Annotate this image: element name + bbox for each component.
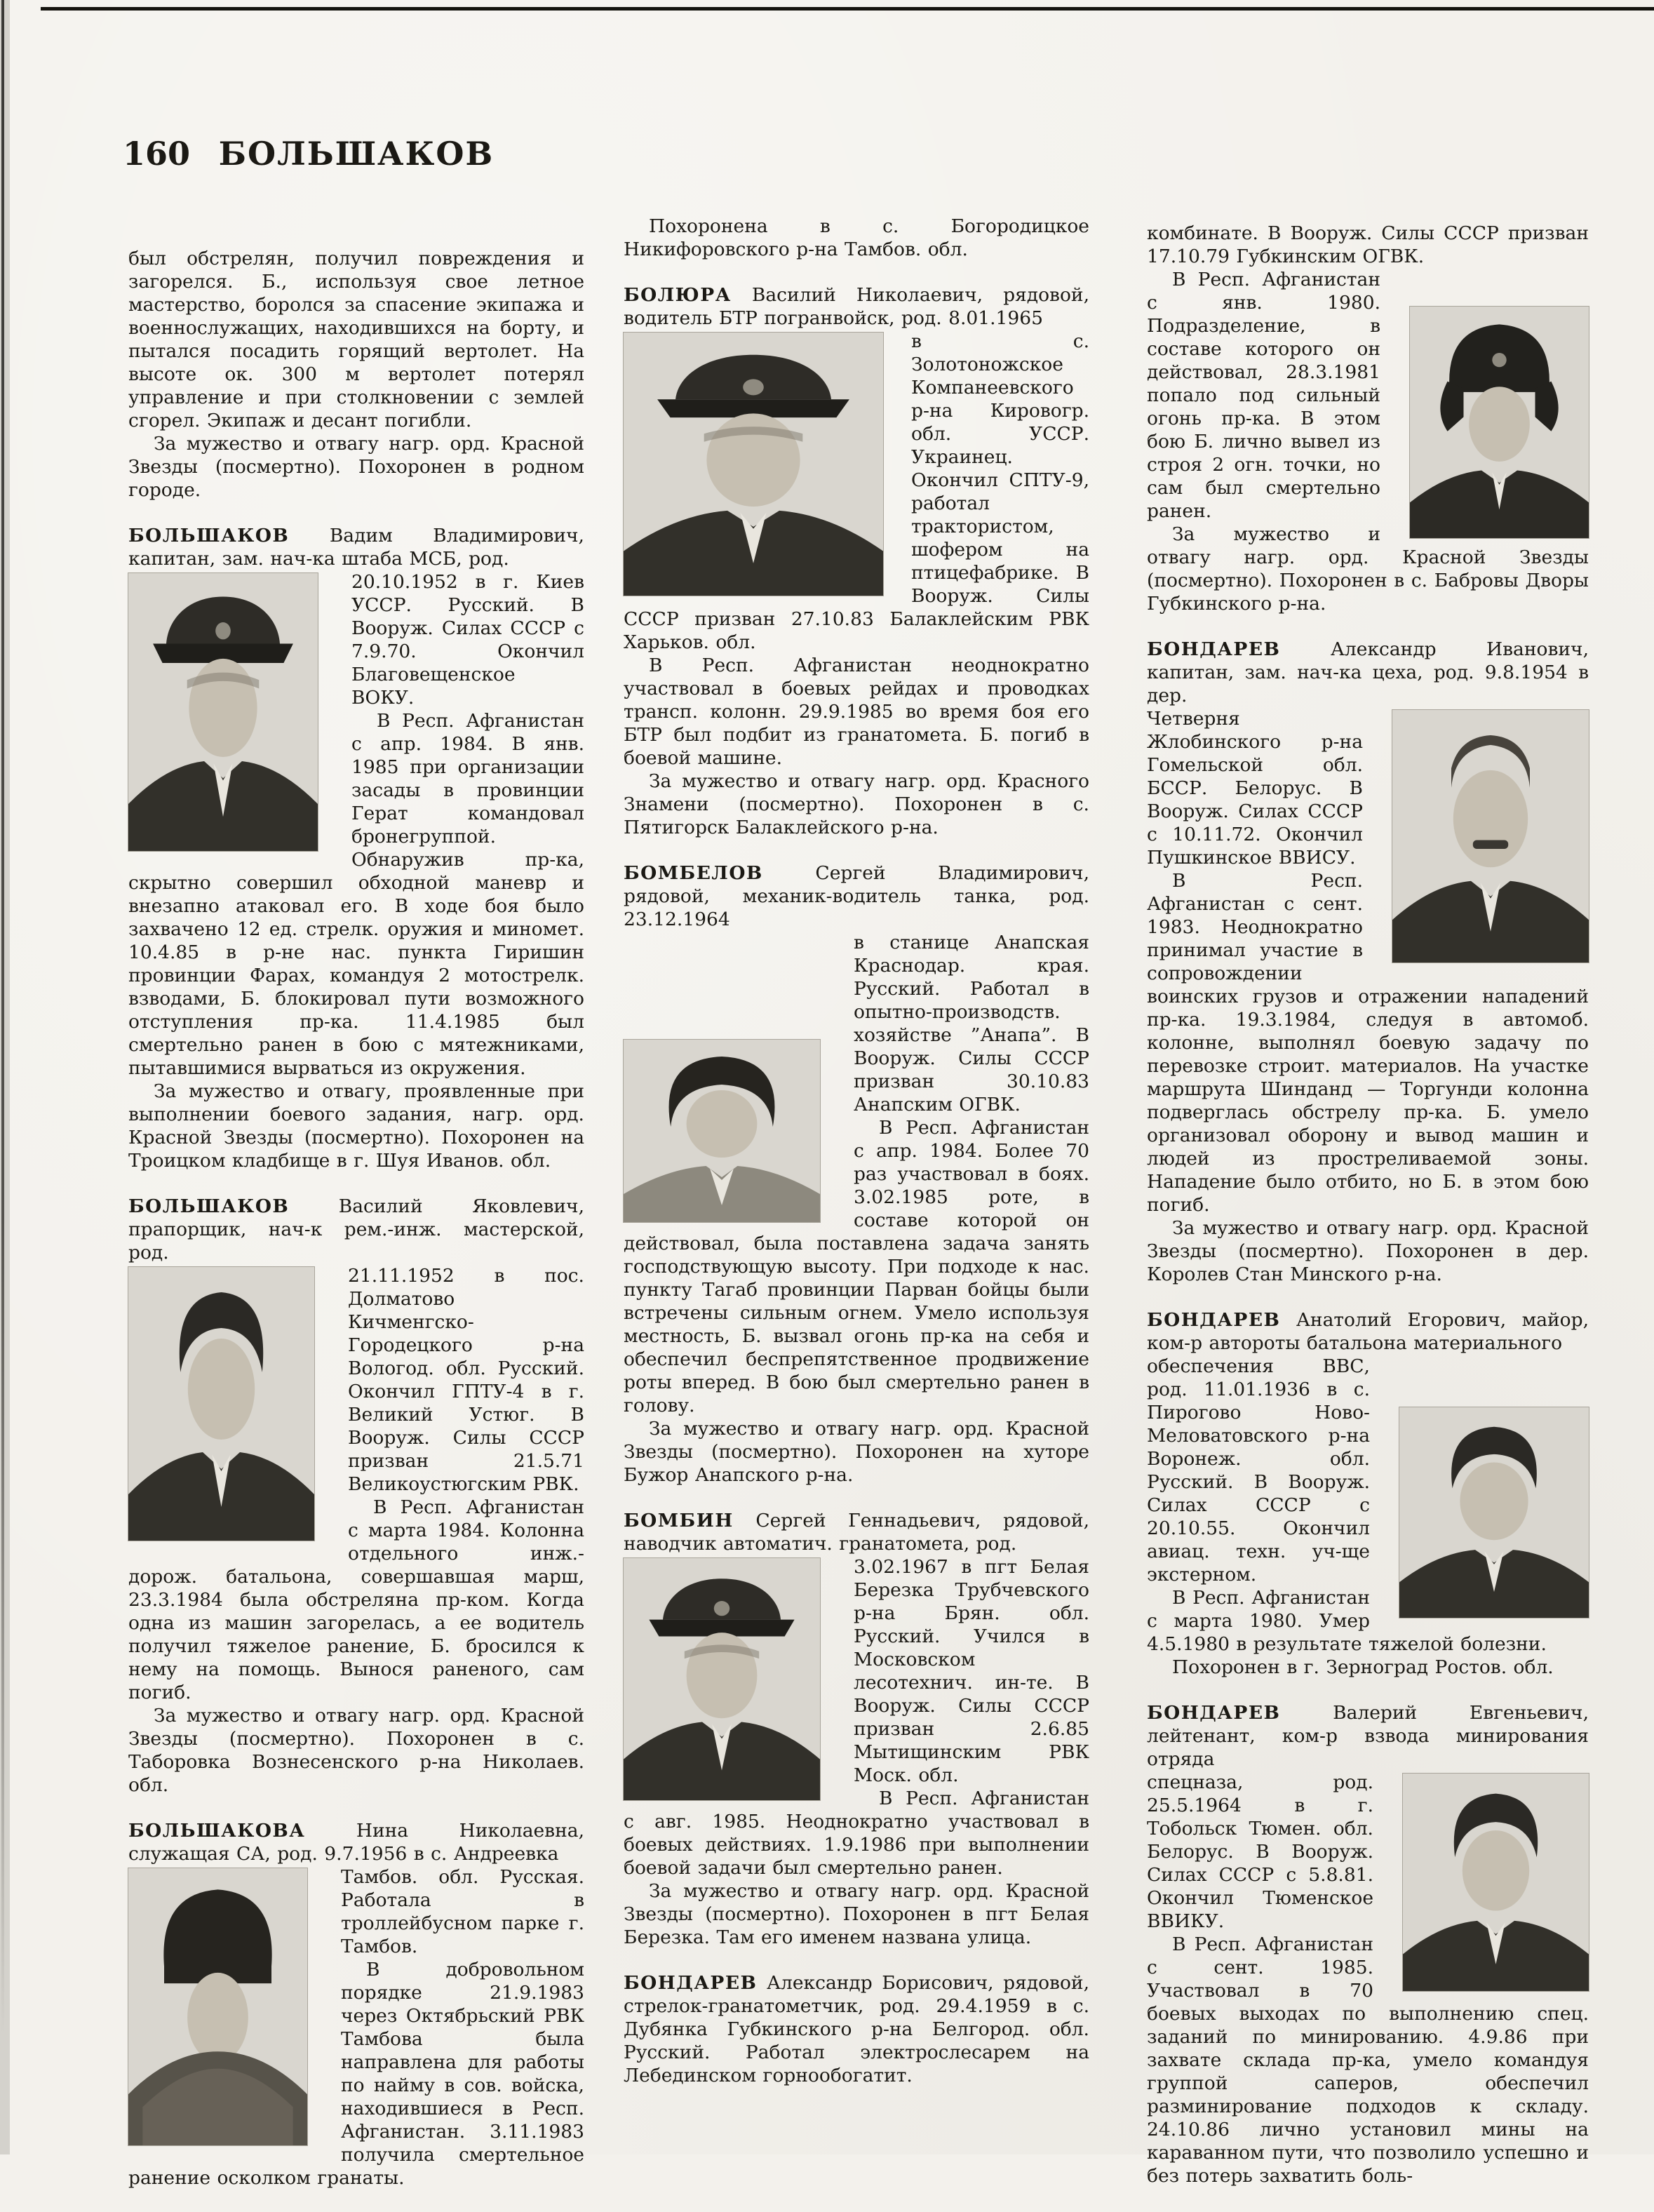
entry-paragraph: В Респ. Афганистан с марта 1980. Умер 4.5.1980 в результате тяжелой болезни. bbox=[1147, 1587, 1547, 1655]
portrait-photo-bolshakova-nina bbox=[128, 1868, 307, 2145]
entry-bondarev-aleksandr-borisovich bbox=[624, 1971, 1089, 2087]
entry-paragraph: Четверня Жлобинского р-на Гомельской обл. БССР. Белорус. В Вооруж. Силах СССР с 10.11.72. Окончил Пушкинское ВВИСУ. bbox=[1147, 708, 1363, 869]
column-2 bbox=[624, 215, 1089, 2110]
surname: БОЛЬШАКОВ bbox=[128, 525, 290, 547]
entry-headline bbox=[1147, 1701, 1589, 1771]
portrait-photo-bombin-sergey bbox=[624, 1558, 820, 1800]
portrait-photo-bondarev-anatoliy bbox=[1399, 1407, 1589, 1618]
portrait-photo-bondarev-valeriy bbox=[1403, 1774, 1589, 1991]
entry-headline-rest: Василий Яковлевич, прапорщик, нач-к рем.-инж. мастерской, род. bbox=[128, 1195, 584, 1263]
entry-paragraph: В добровольном порядке 21.9.1983 через Октябрьский РВК Тамбова была направлена для работы по найму в сов. войска, находившиеся в Респ. Афганистан. 3.11.1983 получила смертельное ранение осколком гранаты. bbox=[128, 1959, 584, 2189]
portrait-photo-bombelov-sergey bbox=[624, 1040, 820, 1222]
surname: БОНДАРЕВ bbox=[624, 1972, 758, 1994]
entry-paragraph: был обстрелян, получил повреждения и загорелся. Б., используя свое летное мастерство, боролся за спасение экипажа и военнослужащих, находившихся на борту, и пытался посадить горящий вертолет. На высоте ок. 300 м вертолет потерял управление и при столкновении с землей сгорел. Экипаж и десант погибли. bbox=[128, 248, 584, 431]
entry-paragraph: В Респ. Афганистан с апр. 1984. В янв. 1985 при организации засады в провинции Герат командовал бронегруппой. Обнаружив пр-ка, скрытно совершил обходной маневр и внезапно атаковал его. В ходе боя было захвачено 12 ед. стрелк. оружия и миномет. 10.4.85 в р-не нас. пункта Гиришин провинции Фарах, командуя 2 мотострелк. взводами, Б. блокировал пути возможного отступления пр-ка. 11.4.1985 был смертельно ранен в бою с мятежниками, пытавшимися вырваться из окружения. bbox=[128, 710, 584, 1079]
column-3 bbox=[1147, 222, 1589, 2210]
scan-top-line bbox=[41, 7, 1654, 11]
entry-headline bbox=[1147, 638, 1589, 707]
entry-bondarev-valeriy bbox=[1147, 1701, 1589, 2187]
entry-headline-rest: Василий Николаевич, рядовой, водитель БТР погранвойск, род. 8.01.1965 bbox=[624, 284, 1089, 329]
entry-headline-rest: Сергей Геннадьевич, рядовой, наводчик автоматич. гранатомета, род. bbox=[624, 1510, 1089, 1555]
portrait-photo-bolyura-vasiliy bbox=[624, 333, 883, 596]
entry-headline-rest: Александр Иванович, капитан, зам. нач-ка цеха, род. 9.8.1954 в дер. bbox=[1147, 638, 1589, 706]
entry-paragraph: обеспечения ВВС, род. 11.01.1936 в с. Пирогово Ново-Меловатовского р-на Воронеж. обл. Русский. В Вооруж. Силах СССР с 20.10.55. Окончил авиац. техн. уч-ще экстерном. bbox=[1147, 1355, 1370, 1586]
entry-headline bbox=[624, 862, 1089, 931]
entry-paragraph: в с. Золотоножское Компанеевского р-на Кировогр. обл. УССР. Украинец. Окончил СПТУ-9, работал трактористом, шофером на птицефабрике. В Вооруж. Силы СССР призван 27.10.83 Балаклейским РВК Харьков. обл. bbox=[624, 330, 1089, 653]
entry-headline bbox=[624, 283, 1089, 330]
entry-headline bbox=[1147, 1308, 1589, 1355]
running-header bbox=[123, 135, 584, 173]
entry-paragraph: В Респ. Афганистан неоднократно участвовал в боевых рейдах и проводках трансп. колонн. 29.9.1985 во время боя его БТР был подбит из гранатомета. Б. погиб в боевой машине. bbox=[624, 655, 1089, 769]
entry-headline bbox=[624, 1971, 1089, 2087]
entry-headline-rest: Александр Борисович, рядовой, стрелок-гранатометчик, род. 29.4.1959 в с. Дубянка Губкинского р-на Белгород. обл. Русский. Работал электрослесарем на Лебединском горнообогатит. bbox=[624, 1972, 1089, 2086]
surname: БОЛЮРА bbox=[624, 284, 732, 306]
surname: БОНДАРЕВ bbox=[1147, 1702, 1281, 1724]
entry-continuation-bolshakov-boris bbox=[128, 247, 584, 502]
entry-paragraph: За мужество и отвагу нагр. орд. Красной Звезды (посмертно). Похоронен в с. Бабровы Дворы Губкинского р-на. bbox=[1147, 523, 1589, 615]
scan-edge-line bbox=[1, 0, 4, 2035]
entry-paragraph: За мужество и отвагу нагр. орд. Красного Знамени (посмертно). Похоронен в с. Пятигорск Балаклейского р-на. bbox=[624, 770, 1089, 838]
surname: БОМБИН bbox=[624, 1510, 734, 1531]
entry-paragraph: За мужество и отвагу, проявленные при выполнении боевого задания, нагр. орд. Красной Звезды (посмертно). Похоронен на Троицком кладбище в г. Шуя Иванов. обл. bbox=[128, 1080, 584, 1172]
entry-paragraph: За мужество и отвагу нагр. орд. Красной Звезды (посмертно). Похоронен в с. Таборовка Вознесенского р-на Николаев. обл. bbox=[128, 1705, 584, 1796]
entry-paragraph: За мужество и отвагу нагр. орд. Красной Звезды (посмертно). Похоронен в родном городе. bbox=[128, 433, 584, 501]
entry-continuation-bondarev-aleksandr-borisovich bbox=[1147, 222, 1589, 615]
entry-headline bbox=[624, 1509, 1089, 1555]
entry-headline-rest: Валерий Евгеньевич, лейтенант, ком-р взвода минирования отряда bbox=[1147, 1702, 1589, 1770]
entry-paragraph: За мужество и отвагу нагр. орд. Красной Звезды (посмертно). Похоронен на хуторе Бужор Анапского р-на. bbox=[624, 1418, 1089, 1486]
entry-bolshakov-vasiliy bbox=[128, 1195, 584, 1797]
entry-headline-rest: Нина Николаевна, служащая СА, род. 9.7.1956 в с. Андреевка bbox=[128, 1820, 584, 1865]
entry-bombelov-sergey bbox=[624, 862, 1089, 1487]
entry-paragraph: В Респ. Афганистан с авг. 1985. Неоднократно участвовал в боевых действиях. 1.9.1986 при выполнении боевой задачи был смертельно ранен. bbox=[624, 1788, 1089, 1879]
entry-paragraph: В Респ. Афганистан с сент. 1983. Неоднократно принимал участие в сопровождении воинских грузов и отражении нападений пр-ка. 19.3.1984, следуя в автомоб. колонне, выполнял боевую задачу по перевозке строит. материалов. На участке маршрута Шинданд — Торгунди колонна подверглась обстрелу пр-ка. Б. умело организовал оборону и вывод машин и людей из простреливаемой зоны. Нападение было отбито, но Б. в этом бою погиб. bbox=[1147, 870, 1589, 1216]
column-1 bbox=[128, 247, 584, 2212]
entry-paragraph: В Респ. Афганистан с янв. 1980. Подразделение, в составе которого он действовал, 28.3.1981 попало под сильный огонь пр-ка. В этом бою Б. лично вывел из строя 2 огн. точки, но сам был смертельно ранен. bbox=[1147, 269, 1380, 522]
entry-headline-rest: Сергей Владимирович, рядовой, механик-водитель танка, род. 23.12.1964 bbox=[624, 862, 1089, 930]
surname: БОНДАРЕВ bbox=[1147, 1309, 1281, 1331]
portrait-photo-bolshakov-vadim bbox=[128, 573, 318, 851]
portrait-photo-bondarev-aleksandr-ivanovich bbox=[1392, 710, 1589, 963]
surname: БОМБЕЛОВ bbox=[624, 862, 763, 884]
entry-paragraph: комбинате. В Вооруж. Силы СССР призван 17.10.79 Губкинским ОГВК. bbox=[1147, 222, 1589, 267]
running-head-title: БОЛЬШАКОВ bbox=[218, 135, 495, 173]
portrait-photo-bondarev-aleksandr-borisovich bbox=[1410, 307, 1589, 538]
entry-paragraph: Тамбов. обл. Русская. Работала в троллейбусном парке г. Тамбов. bbox=[341, 1866, 584, 1957]
entry-headline bbox=[128, 1819, 584, 1865]
entry-paragraph: За мужество и отвагу нагр. орд. Красной Звезды (посмертно). Похоронен в пгт Белая Березка. Там его именем названа улица. bbox=[624, 1880, 1089, 1948]
entry-bombin-sergey bbox=[624, 1509, 1089, 1949]
entry-paragraph: Похоронена в с. Богородицкое Никифоровского р-на Тамбов. обл. bbox=[624, 215, 1089, 260]
entry-paragraph: в станице Анапская Краснодар. края. Русский. Работал в опытно-производств. хозяйстве ”Анапа”. В Вооруж. Силы СССР призван 30.10.83 Анапским ОГВК. bbox=[854, 932, 1089, 1115]
entry-paragraph: 20.10.1952 в г. Киев УССР. Русский. В Вооруж. Силах СССР с 7.9.70. Окончил Благовещенское ВОКУ. bbox=[351, 571, 584, 709]
entry-bolshakov-vadim bbox=[128, 524, 584, 1172]
entry-headline bbox=[128, 524, 584, 570]
entry-bolshakova-nina bbox=[128, 1819, 584, 2190]
entry-headline-rest: Анатолий Егорович, майор, ком-р автороты батальона материального bbox=[1147, 1309, 1589, 1354]
surname: БОНДАРЕВ bbox=[1147, 638, 1281, 660]
portrait-photo-bolshakov-vasiliy bbox=[128, 1267, 314, 1541]
entry-paragraph: 21.11.1952 в пос. Долматово Кичменгско-Городецкого р-на Вологод. обл. Русский. Окончил ГПТУ-4 в г. Великий Устюг. В Вооруж. Силы СССР призван 21.5.71 Великоустюгским РВК. bbox=[348, 1265, 584, 1495]
entry-headline-rest: Вадим Владимирович, капитан, зам. нач-ка штаба МСБ, род. bbox=[128, 525, 584, 570]
entry-bolyura-vasiliy bbox=[624, 283, 1089, 839]
entry-bondarev-aleksandr-ivanovich bbox=[1147, 638, 1589, 1286]
entry-paragraph: В Респ. Афганистан с сент. 1985. Участвовал в 70 боевых выходах по выполнению спец. заданий по минированию. 4.9.86 при захвате склада пр-ка, умело командуя группой саперов, обеспечил разминирование подходов к складу. 24.10.86 лично установил мины на караванном пути, что позволило успешно и без потерь захватить боль- bbox=[1147, 1933, 1589, 2187]
entry-paragraph: За мужество и отвагу нагр. орд. Красной Звезды (посмертно). Похоронен в дер. Королев Стан Минского р-на. bbox=[1147, 1217, 1589, 1285]
entry-paragraph: Похоронен в г. Зерноград Ростов. обл. bbox=[1172, 1656, 1554, 1678]
surname: БОЛЬШАКОВ bbox=[128, 1195, 290, 1217]
entry-bondarev-anatoliy bbox=[1147, 1308, 1589, 1679]
entry-paragraph: 3.02.1967 в пгт Белая Березка Трубчевского р-на Брян. обл. Русский. Учился в Московском лесотехнич. ин-те. В Вооруж. Силы СССР призван 2.6.85 Мытищинским РВК Моск. обл. bbox=[854, 1556, 1089, 1786]
surname: БОЛЬШАКОВА bbox=[128, 1820, 306, 1842]
entry-continuation-bolshakova-nina bbox=[624, 215, 1089, 261]
entry-paragraph: В Респ. Афганистан с апр. 1984. Более 70 раз участвовал в боях. 3.02.1985 роте, в составе которой он действовал, была поставлена задача занять господствующую высоту. При подходе к нас. пункту Тагаб провинции Парван бойцы были встречены сильным огнем. Умело используя местность, Б. вызвал огонь пр-ка на себя и обеспечил беспрепятственное продвижение роты вперед. В бою был смертельно ранен в голову. bbox=[624, 1117, 1089, 1416]
entry-paragraph: В Респ. Афганистан с марта 1984. Колонна отдельного инж.-дорож. батальона, совершавшая марш, 23.3.1984 была обстреляна пр-ком. Когда одна из машин загорелась, а ее водитель получил тяжелое ранение, Б. бросился к нему на помощь. Вынося раненого, сам погиб. bbox=[128, 1496, 584, 1703]
page-number: 160 bbox=[123, 135, 191, 173]
entry-headline bbox=[128, 1195, 584, 1264]
entry-paragraph: спецназа, род. 25.5.1964 в г. Тобольск Тюмен. обл. Белорус. В Вооруж. Силах СССР с 5.8.81. Окончил Тюменское ВВИКУ. bbox=[1147, 1771, 1373, 1932]
